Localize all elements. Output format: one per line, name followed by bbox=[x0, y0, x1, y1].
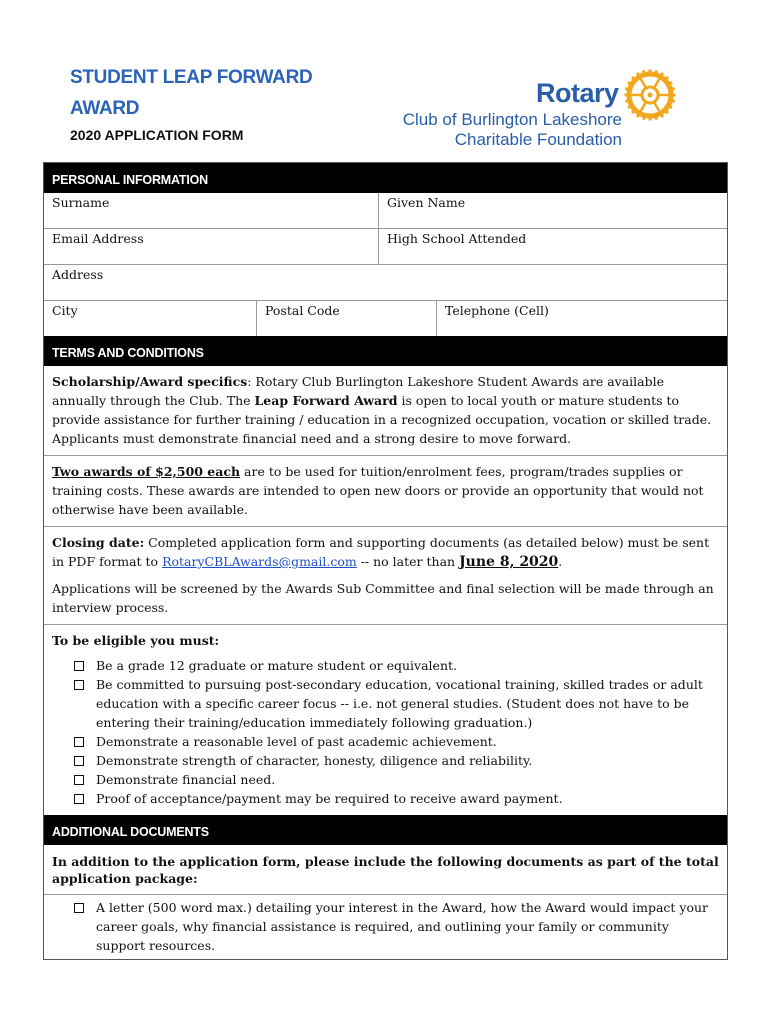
list-item: A letter (500 word max.) detailing your interest in the Award, how the Award would impact your career goals, why financial assistance is required, and outlining your family or community support resources. bbox=[52, 898, 719, 955]
awards-label: Two awards of $2,500 each bbox=[52, 464, 241, 479]
given-name-label: Given Name bbox=[387, 195, 466, 210]
given-name-field[interactable] bbox=[378, 193, 727, 228]
logo-line1: Club of Burlington Lakeshore bbox=[402, 110, 622, 129]
eligibility-heading: To be eligible you must: bbox=[52, 633, 220, 648]
eligibility bbox=[44, 624, 727, 815]
form-title-line1: STUDENT LEAP FORWARD bbox=[70, 67, 313, 88]
additional-documents bbox=[44, 894, 727, 959]
awards-amount: Two awards of $2,500 each are to be used for tuition/enrolment fees, program/trades supplies or training costs. These awards are intended to open new doors or provide an opportunity that would not otherwise have been available. bbox=[44, 455, 727, 526]
form-row bbox=[44, 264, 727, 300]
telephone-label: Telephone (Cell) bbox=[445, 303, 549, 318]
list-item: Demonstrate a reasonable level of past academic achievement. bbox=[52, 732, 719, 751]
closing-label: Closing date: bbox=[52, 535, 145, 550]
scholarship-specifics: Scholarship/Award specifics: Rotary Club Burlington Lakeshore Student Awards are available annually through the Club. The Leap Forward Award is open to local youth or mature students to provide assistance for further training / education in a recognized occupation, vocation or skilled trade. Applicants must demonstrate financial need and a strong desire to move forward. bbox=[52, 374, 712, 446]
form-title bbox=[70, 62, 390, 124]
email-field[interactable] bbox=[44, 229, 378, 264]
rotary-wheel-icon bbox=[623, 68, 677, 122]
list-item: Be committed to pursuing post-secondary education, vocational training, skilled trades or adult education with a specific career focus -- i.e. not general studies. (Student does not have to be entering their training/education immediately following graduation.) bbox=[52, 675, 719, 732]
form-row bbox=[44, 228, 727, 264]
list-item: Demonstrate financial need. bbox=[52, 770, 719, 789]
email-link[interactable]: RotaryCBLAwards@gmail.com bbox=[162, 554, 357, 569]
list-item: Proof of acceptance/payment may be required to receive award payment. bbox=[52, 789, 719, 808]
screening-text: Applications will be screened by the Awards Sub Committee and final selection will be made through an interview process. bbox=[52, 581, 714, 615]
closing-date: Closing date: Completed application form and supporting documents (as detailed below) must be sent in PDF format to RotaryCBLAwards@gmail.com -- no later than June 8, 2020. Applications will be screened by the Awards Sub Committee and final selection will be made through an interview process. bbox=[44, 526, 727, 624]
section-header-terms: TERMS AND CONDITIONS bbox=[44, 336, 727, 366]
email-label: Email Address bbox=[52, 231, 144, 246]
additional-list bbox=[52, 898, 719, 955]
deadline-date: June 8, 2020 bbox=[459, 554, 559, 570]
high-school-label: High School Attended bbox=[387, 231, 527, 246]
telephone-field[interactable] bbox=[436, 301, 727, 336]
postal-code-label: Postal Code bbox=[265, 303, 340, 318]
logo-line2: Charitable Foundation bbox=[454, 130, 622, 149]
city-label: City bbox=[52, 303, 78, 318]
address-field[interactable] bbox=[44, 265, 727, 300]
award-name: Leap Forward Award bbox=[254, 393, 398, 408]
rotary-logo bbox=[396, 66, 686, 150]
application-form bbox=[43, 162, 728, 960]
eligibility-list bbox=[52, 656, 719, 808]
form-title-line2: AWARD bbox=[70, 98, 140, 119]
list-item: Demonstrate strength of character, honesty, diligence and reliability. bbox=[52, 751, 719, 770]
city-field[interactable] bbox=[44, 301, 256, 336]
specifics-label: Scholarship/Award specifics bbox=[52, 374, 248, 389]
logo-name: Rotary bbox=[536, 78, 619, 108]
section-header-personal: PERSONAL INFORMATION bbox=[44, 163, 727, 193]
section-header-additional: ADDITIONAL DOCUMENTS bbox=[44, 815, 727, 845]
additional-intro: In addition to the application form, please include the following documents as part of the total application package: bbox=[52, 854, 719, 886]
high-school-field[interactable] bbox=[378, 229, 727, 264]
list-item: Be a grade 12 graduate or mature student or equivalent. bbox=[52, 656, 719, 675]
form-row bbox=[44, 300, 727, 336]
address-label: Address bbox=[52, 267, 104, 282]
postal-code-field[interactable] bbox=[256, 301, 436, 336]
surname-field[interactable] bbox=[44, 193, 378, 228]
form-row bbox=[44, 193, 727, 228]
surname-label: Surname bbox=[52, 195, 110, 210]
form-subtitle: 2020 APPLICATION FORM bbox=[70, 127, 244, 143]
